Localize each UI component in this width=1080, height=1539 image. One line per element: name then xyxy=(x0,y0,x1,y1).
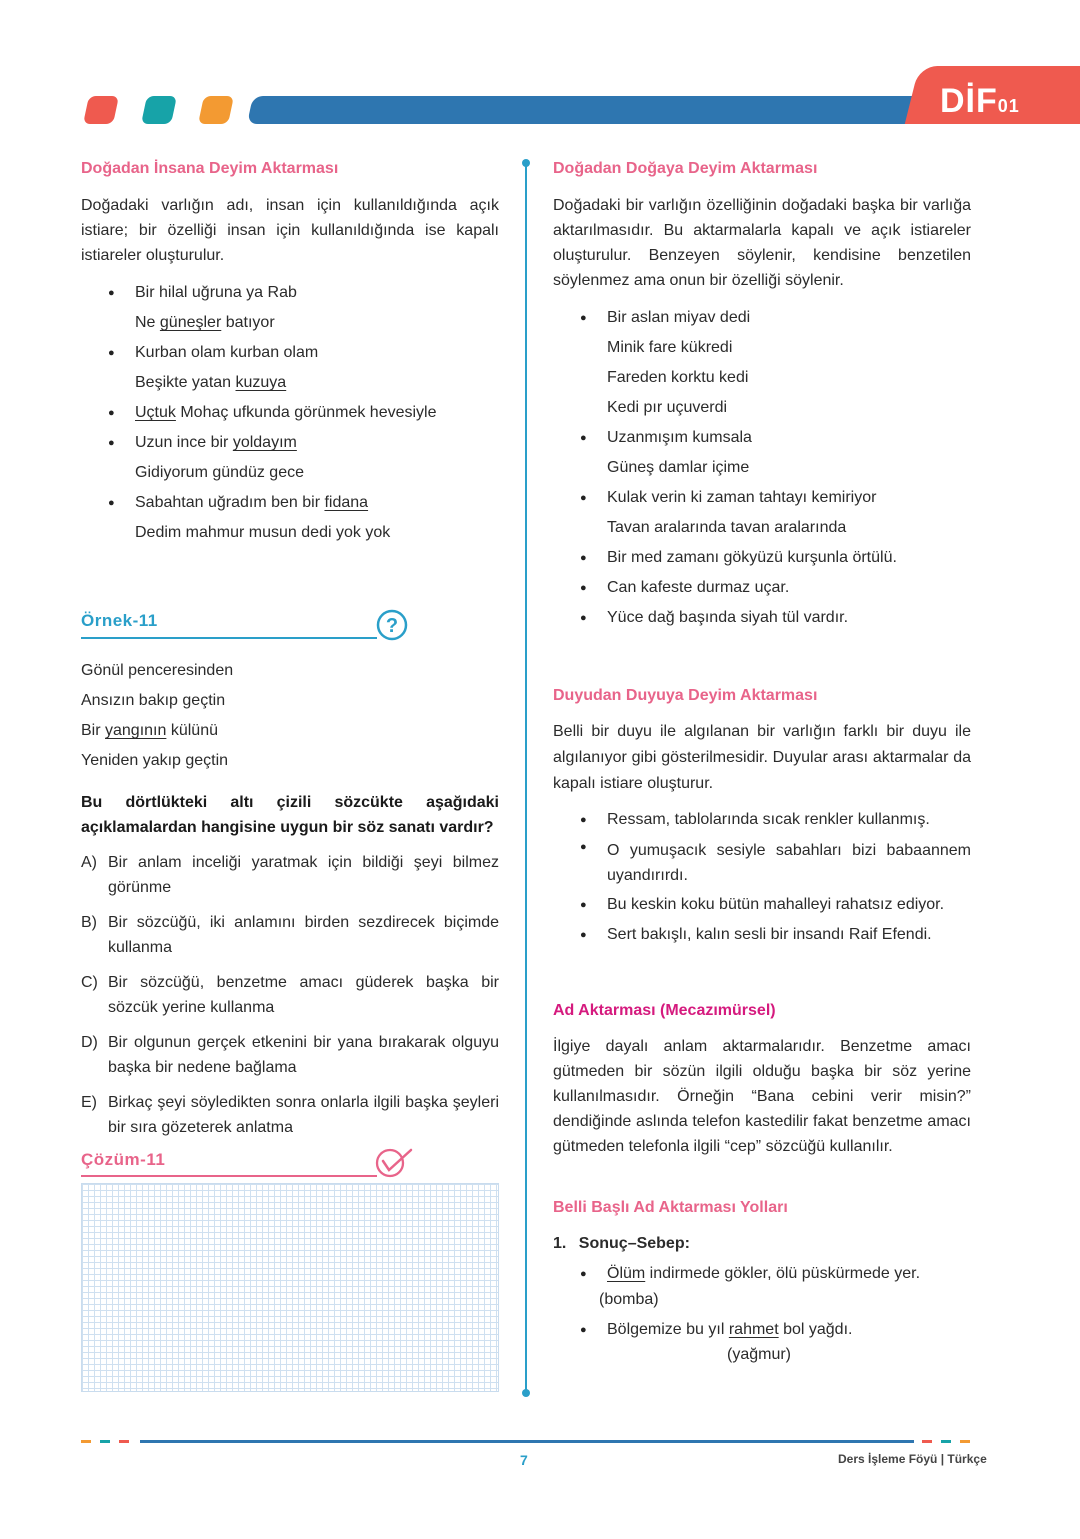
red-square-icon xyxy=(83,96,119,124)
section-title-dogadan-insana: Doğadan İnsana Deyim Aktarması xyxy=(81,160,339,177)
poem-line: Yeniden yakıp geçtin xyxy=(81,752,229,769)
section-text-duyudan-duyuya: Belli bir duyu ile algılanan bir varlığın farklı bir duyu ile algılanıyor gibi gösterilmesidir. Duyular arası aktarmalar da kapalı istiare oluşturur. xyxy=(553,723,971,792)
list-item: ● Yüce dağ başında siyah tül vardır. xyxy=(553,603,971,633)
list-item: ● Kurban olam kurban olam xyxy=(81,338,499,368)
divider-dot-top xyxy=(522,159,530,167)
footer-label: Ders İşleme Föyü | Türkçe xyxy=(838,1452,987,1466)
section-title-ad-aktarmasi: Ad Aktarması (Mecazımürsel) xyxy=(553,1002,776,1019)
subsection-sonuc-sebep xyxy=(553,1233,971,1255)
poem-line: Gönül penceresinden xyxy=(81,662,234,679)
footer-line xyxy=(140,1440,914,1443)
solution-title: Çözüm-11 xyxy=(81,1150,166,1169)
list-item: Ne güneşler batıyor xyxy=(135,314,275,331)
teal-square-icon xyxy=(141,96,177,124)
subsection-title: Sonuç–Sebep: xyxy=(578,1235,690,1252)
check-icon xyxy=(375,1146,415,1183)
page-number: 7 xyxy=(520,1452,528,1468)
list-item: ● Bir aslan miyav dedi xyxy=(553,303,971,333)
logo-number: 01 xyxy=(997,96,1020,116)
option-e[interactable]: E) Birkaç şeyi söyledikten sonra onlarla ilgili başka şeyleri bir sıra gözeterek anlatma xyxy=(81,1094,499,1136)
section-text-dogadan-insana: Doğadaki varlığın adı, insan için kullanıldığında açık istiare; bir özelliği insan için kullanıldığında ise kapalı istiareler oluşturulur. xyxy=(81,197,499,264)
option-d[interactable]: D) Bir olgunun gerçek etkenini bir yana bırakarak olguyu başka bir nedene bağlama xyxy=(81,1034,499,1076)
left-column xyxy=(81,158,499,548)
footer-dash-red-right xyxy=(922,1440,932,1443)
divider-dot-bottom xyxy=(522,1389,530,1397)
subsection-number: 1. xyxy=(553,1235,567,1252)
logo-main: DİF xyxy=(940,82,998,120)
list-item: ● Bir med zamanı gökyüzü kurşunla örtülü. xyxy=(553,543,971,573)
svg-text:?: ? xyxy=(385,615,399,637)
option-b[interactable]: B) Bir sözcüğü, iki anlamını birden sezdirecek biçimde kullanma xyxy=(81,914,499,956)
list-item: ● Can kafeste durmaz uçar. xyxy=(553,573,971,603)
list-item: Dedim mahmur musun dedi yok yok xyxy=(135,524,391,541)
poem-line: Bir yangının külünü xyxy=(81,722,218,739)
header-bar xyxy=(247,96,953,124)
list-item: Beşikte yatan kuzuya xyxy=(135,374,287,391)
list-item: Tavan aralarında tavan aralarında xyxy=(607,519,847,536)
list-item: ● Bu keskin koku bütün mahalleyi rahatsız ediyor. xyxy=(553,890,971,920)
question-text: Bu dörtlükteki altı çizili sözcükte aşağıdaki açıklamalardan hangisine uygun bir söz sanatı vardır? xyxy=(81,794,499,836)
list-item: ● Bir hilal uğruna ya Rab xyxy=(81,278,499,308)
question-mark-icon xyxy=(376,609,408,646)
option-a[interactable]: A) Bir anlam inceliği yaratmak için bildiği şeyi bilmez görünme xyxy=(81,854,499,896)
section-title-dogadan-dogaya: Doğadan Doğaya Deyim Aktarması xyxy=(553,160,818,177)
list-item: ● Sert bakışlı, kalın sesli bir insandı Raif Efendi. xyxy=(553,920,971,950)
list-item: ● Ressam, tablolarında sıcak renkler kullanmış. xyxy=(553,805,971,835)
list-item: ● Kulak verin ki zaman tahtayı kemiriyor xyxy=(553,483,971,513)
section-text-dogadan-dogaya: Doğadaki bir varlığın özelliğinin doğadaki başka bir varlığa aktarılmasıdır. Bu aktarmalarla kapalı ve açık istiareler oluşturulur. Benzeyen söylenir, kendisine benzetilen söylenmez ama onun bir özelliği söylenir. xyxy=(553,197,971,289)
list-item-note: (bomba) xyxy=(599,1291,659,1308)
example-list-sonuc-sebep xyxy=(553,1259,971,1365)
option-c[interactable]: C) Bir sözcüğü, benzetme amacı güderek başka bir sözcük yerine kullanma xyxy=(81,974,499,1016)
list-item: Güneş damlar içime xyxy=(607,459,750,476)
example-list-duyudan-duyuya xyxy=(553,805,971,950)
solution-title-underline xyxy=(81,1175,377,1177)
section-text-ad-aktarmasi: İlgiye dayalı anlam aktarmalarıdır. Benzetme amacı gütmeden bir sözün ilgili olduğu başka bir söz yerine kullanılmasıdır. Örneğin “Bana cebini verir misin?” dendiğinde aslında telefon kastedilir fakat benzetme amacı gütmeden telefonla ilgili “cep” sözcüğü kullanılır. xyxy=(553,1038,971,1155)
poem-line: Ansızın bakıp geçtin xyxy=(81,692,226,709)
answer-options xyxy=(81,850,499,1140)
footer-dash-teal xyxy=(100,1440,110,1443)
footer-dash-orange-right xyxy=(960,1440,970,1443)
orange-square-icon xyxy=(198,96,234,124)
example-list-dogadan-insana xyxy=(81,278,499,548)
list-item: Kedi pır uçuverdi xyxy=(607,399,728,416)
list-item: ● Bölgemize bu yıl rahmet bol yağdı. xyxy=(553,1315,971,1345)
example-list-dogadan-dogaya xyxy=(553,303,971,633)
example-body xyxy=(81,656,499,1150)
list-item: ● Uzun ince bir yoldayım xyxy=(81,428,499,458)
footer-dash-orange xyxy=(81,1440,91,1443)
right-column xyxy=(553,158,971,1365)
example-title-underline xyxy=(81,637,377,639)
example-title: Örnek-11 xyxy=(81,611,158,630)
list-item: Minik fare kükredi xyxy=(607,339,733,356)
list-item: ● Uzanmışım kumsala xyxy=(553,423,971,453)
list-item: ● Uçtuk Mohaç ufkunda görünmek hevesiyle xyxy=(81,398,499,428)
list-item: ● Sabahtan uğradım ben bir fidana xyxy=(81,488,499,518)
footer-dash-teal-right xyxy=(941,1440,951,1443)
column-divider xyxy=(525,160,527,1394)
list-item: ● O yumuşacık sesiyle sabahları bizi babaannem uyandırırdı. xyxy=(553,835,971,890)
list-item-note: (yağmur) xyxy=(727,1346,792,1363)
section-title-ad-aktarmasi-yollari: Belli Başlı Ad Aktarması Yolları xyxy=(553,1199,788,1216)
section-title-duyudan-duyuya: Duyudan Duyuya Deyim Aktarması xyxy=(553,687,818,704)
list-item: Fareden korktu kedi xyxy=(607,369,749,386)
list-item: ● Ölüm indirmede gökler, ölü püskürmede yer. xyxy=(553,1259,971,1289)
list-item: Gidiyorum gündüz gece xyxy=(135,464,304,481)
solution-grid-area[interactable] xyxy=(81,1183,499,1392)
dif-logo xyxy=(940,82,1020,121)
footer-dash-red xyxy=(119,1440,129,1443)
example-poem xyxy=(81,656,499,776)
